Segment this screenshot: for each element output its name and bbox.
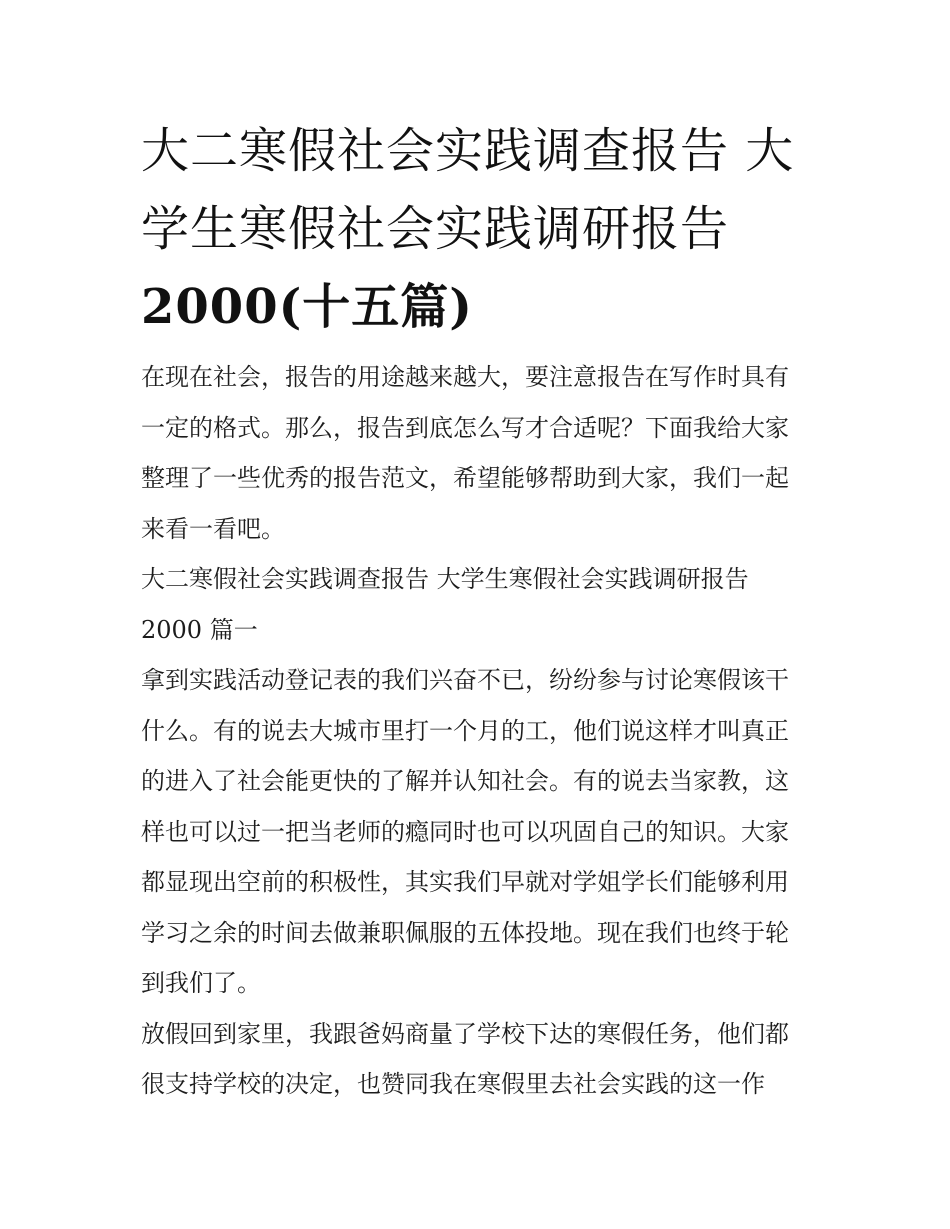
document-body <box>141 352 813 1110</box>
text-line: 一定的格式。那么，报告到底怎么写才合适呢？下面我给大家 <box>141 413 789 442</box>
document-content <box>141 112 813 1110</box>
text-line: 样也可以过一把当老师的瘾同时也可以巩固自己的知识。大家 <box>141 817 789 846</box>
text-line: 都显现出空前的积极性，其实我们早就对学姐学长们能够利用 <box>141 868 789 896</box>
text-line: 2000 篇一 <box>141 615 258 644</box>
intro-paragraph <box>141 352 813 554</box>
text-line: 什么。有的说去大城市里打一个月的工，他们说这样才叫真正 <box>141 716 789 745</box>
text-line: 很支持学校的决定，也赞同我在寒假里去社会实践的这一作 <box>141 1070 765 1098</box>
text-line: 大二寒假社会实践调查报告 大学生寒假社会实践调研报告 <box>141 565 749 593</box>
title-line: 2000(十五篇) <box>141 279 474 335</box>
text-line: 学习之余的时间去做兼职佩服的五体投地。现在我们也终于轮 <box>141 918 789 947</box>
text-line: 整理了一些优秀的报告范文，希望能够帮助到大家，我们一起 <box>141 464 789 492</box>
section-heading <box>141 554 813 655</box>
document-title <box>141 112 813 346</box>
text-line: 放假回到家里，我跟爸妈商量了学校下达的寒假任务，他们都 <box>141 1019 789 1048</box>
text-line: 拿到实践活动登记表的我们兴奋不已，纷纷参与讨论寒假该干 <box>141 666 789 694</box>
title-line: 学生寒假社会实践调研报告 <box>141 201 730 257</box>
body-paragraph-1 <box>141 655 813 1009</box>
text-line: 的进入了社会能更快的了解并认知社会。有的说去当家教，这 <box>141 767 789 795</box>
title-line: 大二寒假社会实践调查报告 大 <box>141 123 795 179</box>
text-line: 到我们了。 <box>141 969 261 997</box>
text-line: 来看一看吧。 <box>141 514 285 543</box>
body-paragraph-2 <box>141 1009 813 1110</box>
text-line: 在现在社会，报告的用途越来越大，要注意报告在写作时具有 <box>141 363 789 391</box>
